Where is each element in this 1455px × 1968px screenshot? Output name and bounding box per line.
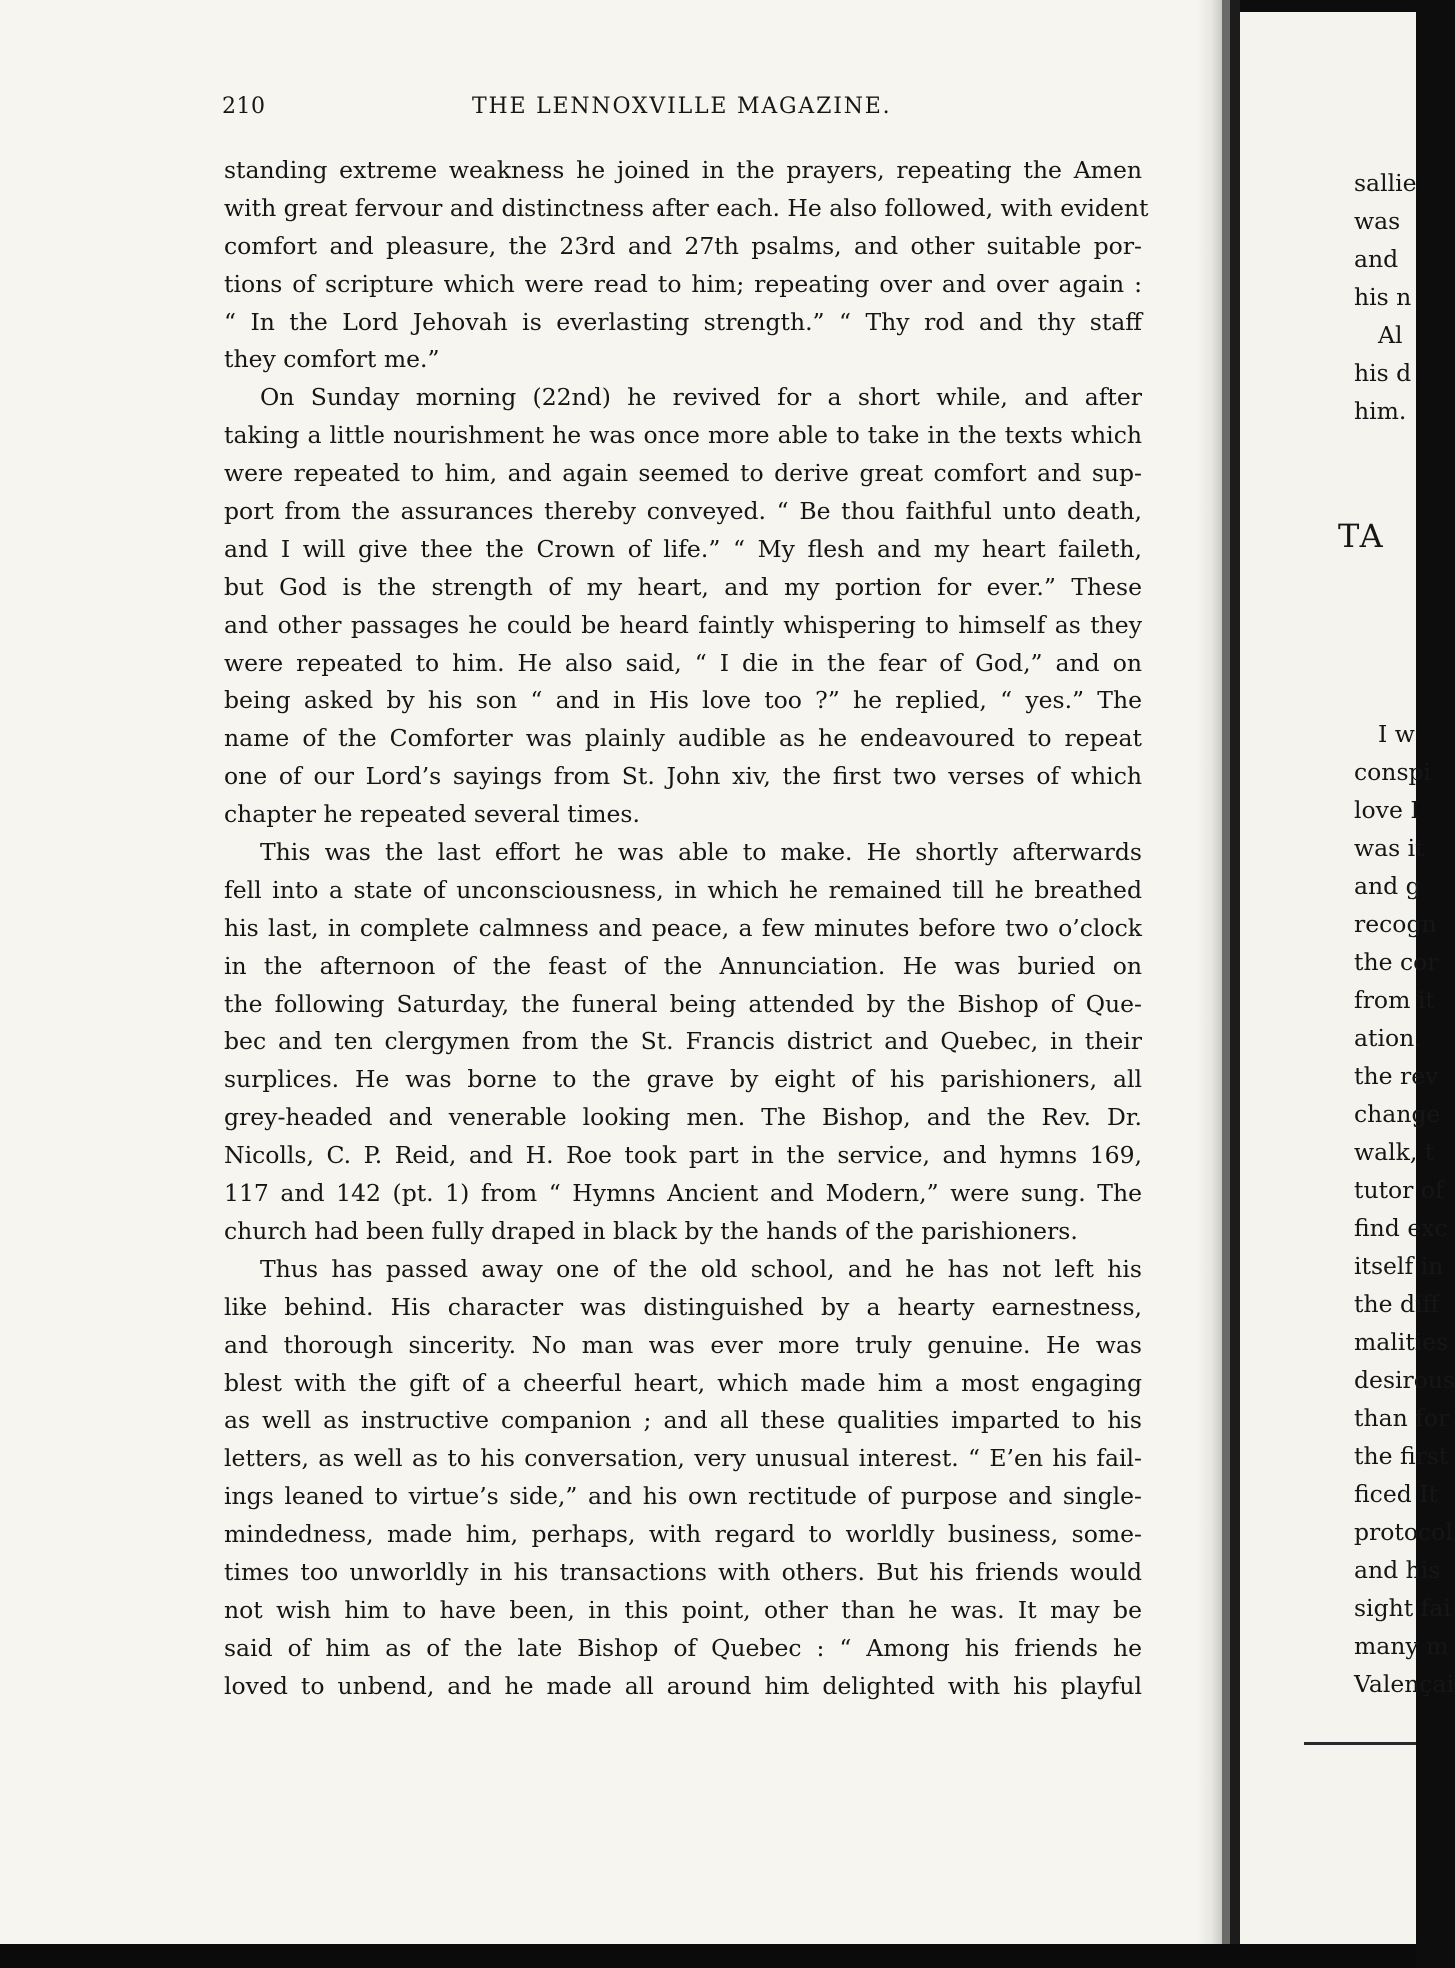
article-body: [224, 152, 1149, 1706]
right-page-line: ficed It: [1354, 1480, 1438, 1508]
right-page-line: the rev: [1354, 1062, 1439, 1090]
scan-bottom-edge: [0, 1944, 1416, 1968]
right-page-line: him.: [1354, 397, 1407, 425]
right-page-line: was it: [1354, 834, 1425, 862]
running-head: [222, 94, 1142, 126]
right-page-line: sallie: [1354, 169, 1417, 197]
body-line: bec and ten clergymen from the St. Francis district and Quebec, in their: [224, 1027, 1142, 1056]
body-line: port from the assurances thereby conveyed. “ Be thou faithful unto death,: [224, 497, 1142, 526]
right-page-line: ation.: [1354, 1024, 1422, 1052]
right-page-line: many m: [1354, 1632, 1449, 1660]
body-line: and other passages he could be heard faintly whispering to himself as they: [224, 610, 1142, 639]
body-line: mindedness, made him, perhaps, with regard to worldly business, some-: [224, 1520, 1142, 1549]
right-page-line: his n: [1354, 283, 1412, 311]
magazine-title: THE LENNOXVILLE MAGAZINE.: [472, 94, 892, 119]
right-page-line: and g: [1354, 872, 1421, 900]
body-line: This was the last effort he was able to make. He shortly afterwards: [260, 838, 1142, 867]
right-page-line: I w: [1378, 720, 1415, 748]
right-page-line: tutor of: [1354, 1176, 1444, 1204]
right-page-line: Al: [1378, 321, 1403, 349]
body-line: not wish him to have been, in this point, other than he was. It may be: [224, 1595, 1142, 1624]
right-page-rule: [1304, 1742, 1416, 1745]
body-line: tions of scripture which were read to him; repeating over and over again :: [224, 269, 1142, 298]
page-number: 210: [222, 94, 266, 119]
body-line: in the afternoon of the feast of the Annunciation. He was buried on: [224, 951, 1142, 980]
body-line: were repeated to him. He also said, “ I die in the fear of God,” and on: [224, 648, 1142, 677]
body-line: with great fervour and distinctness after each. He also followed, with evident: [224, 193, 1149, 222]
right-page-line: and his: [1354, 1556, 1441, 1584]
right-page-line: itself in: [1354, 1252, 1444, 1280]
body-line: being asked by his son “ and in His love too ?” he replied, “ yes.” The: [224, 686, 1142, 715]
body-line: standing extreme weakness he joined in the prayers, repeating the Amen: [224, 156, 1142, 184]
right-page-fragment: [1240, 12, 1455, 1944]
body-line: On Sunday morning (22nd) he revived for a short while, and after: [260, 383, 1142, 412]
right-page-line: the first: [1354, 1442, 1449, 1470]
body-line: church had been fully draped in black by the hands of the parishioners.: [224, 1216, 1078, 1245]
right-page-heading: TA: [1338, 517, 1385, 555]
right-page-line: find exc: [1354, 1214, 1448, 1242]
right-page-line: the diff: [1354, 1290, 1440, 1318]
right-page-line: walk, t: [1354, 1138, 1435, 1166]
body-line: as well as instructive companion ; and all these qualities imparted to his: [224, 1406, 1142, 1435]
body-line: fell into a state of unconsciousness, in which he remained till he breathed: [224, 875, 1142, 904]
right-page-line: sight fai: [1354, 1594, 1451, 1622]
spine-shading: [1196, 0, 1222, 1944]
right-page-line: desirous: [1354, 1366, 1455, 1394]
body-line: they comfort me.”: [224, 345, 440, 374]
body-line: name of the Comforter was plainly audible as he endeavoured to repeat: [224, 724, 1142, 753]
right-page-line: malities: [1354, 1328, 1449, 1356]
body-line: like behind. His character was distinguished by a hearty earnestness,: [224, 1292, 1142, 1321]
right-page-line: was: [1354, 207, 1401, 235]
body-line: and thorough sincerity. No man was ever more truly genuine. He was: [224, 1330, 1142, 1359]
body-line: comfort and pleasure, the 23rd and 27th psalms, and other suitable por-: [224, 231, 1142, 260]
body-line: one of our Lord’s sayings from St. John xiv, the first two verses of which: [224, 762, 1142, 791]
body-line: Nicolls, C. P. Reid, and H. Roe took part in the service, and hymns 169,: [224, 1141, 1142, 1170]
body-line: times too unworldly in his transactions with others. But his friends would: [224, 1557, 1142, 1586]
right-page-line: change: [1354, 1100, 1441, 1128]
body-line: letters, as well as to his conversation, very unusual interest. “ E’en his fail-: [224, 1444, 1142, 1473]
body-line: 117 and 142 (pt. 1) from “ Hymns Ancient and Modern,” were sung. The: [224, 1179, 1142, 1208]
right-page-line: love I: [1354, 796, 1420, 824]
right-page-line: protocol: [1354, 1518, 1453, 1546]
right-page-line: than for: [1354, 1404, 1450, 1432]
body-line: “ In the Lord Jehovah is everlasting strength.” “ Thy rod and thy staff: [224, 307, 1142, 336]
body-line: the following Saturday, the funeral being attended by the Bishop of Que-: [224, 989, 1142, 1018]
right-page-line: from it: [1354, 986, 1435, 1014]
right-page-line: conspi: [1354, 758, 1432, 786]
right-page-line: his d: [1354, 359, 1412, 387]
body-line: loved to unbend, and he made all around him delighted with his playful: [224, 1671, 1142, 1700]
book-gutter: [1230, 0, 1240, 1944]
body-line: surplices. He was borne to the grave by eight of his parishioners, all: [224, 1065, 1142, 1094]
right-page-line: Valençai: [1354, 1670, 1455, 1698]
body-line: but God is the strength of my heart, and my portion for ever.” These: [224, 572, 1142, 601]
body-line: grey-headed and venerable looking men. The Bishop, and the Rev. Dr.: [224, 1103, 1142, 1132]
right-page-line: the cor: [1354, 948, 1439, 976]
body-line: and I will give thee the Crown of life.” “ My flesh and my heart faileth,: [224, 534, 1142, 563]
body-line: were repeated to him, and again seemed to derive great comfort and sup-: [224, 459, 1142, 488]
body-line: taking a little nourishment he was once more able to take in the texts which: [224, 421, 1142, 450]
body-line: said of him as of the late Bishop of Quebec : “ Among his friends he: [224, 1633, 1142, 1662]
page-edge-shadow: [1222, 0, 1230, 1944]
body-line: chapter he repeated several times.: [224, 800, 640, 829]
body-line: Thus has passed away one of the old school, and he has not left his: [260, 1254, 1142, 1283]
body-line: ings leaned to virtue’s side,” and his own rectitude of purpose and single-: [224, 1482, 1142, 1511]
body-line: blest with the gift of a cheerful heart, which made him a most engaging: [224, 1368, 1142, 1397]
body-line: his last, in complete calmness and peace, a few minutes before two o’clock: [224, 913, 1142, 942]
right-page-line: recogn: [1354, 910, 1437, 938]
right-page-line: and: [1354, 245, 1399, 273]
